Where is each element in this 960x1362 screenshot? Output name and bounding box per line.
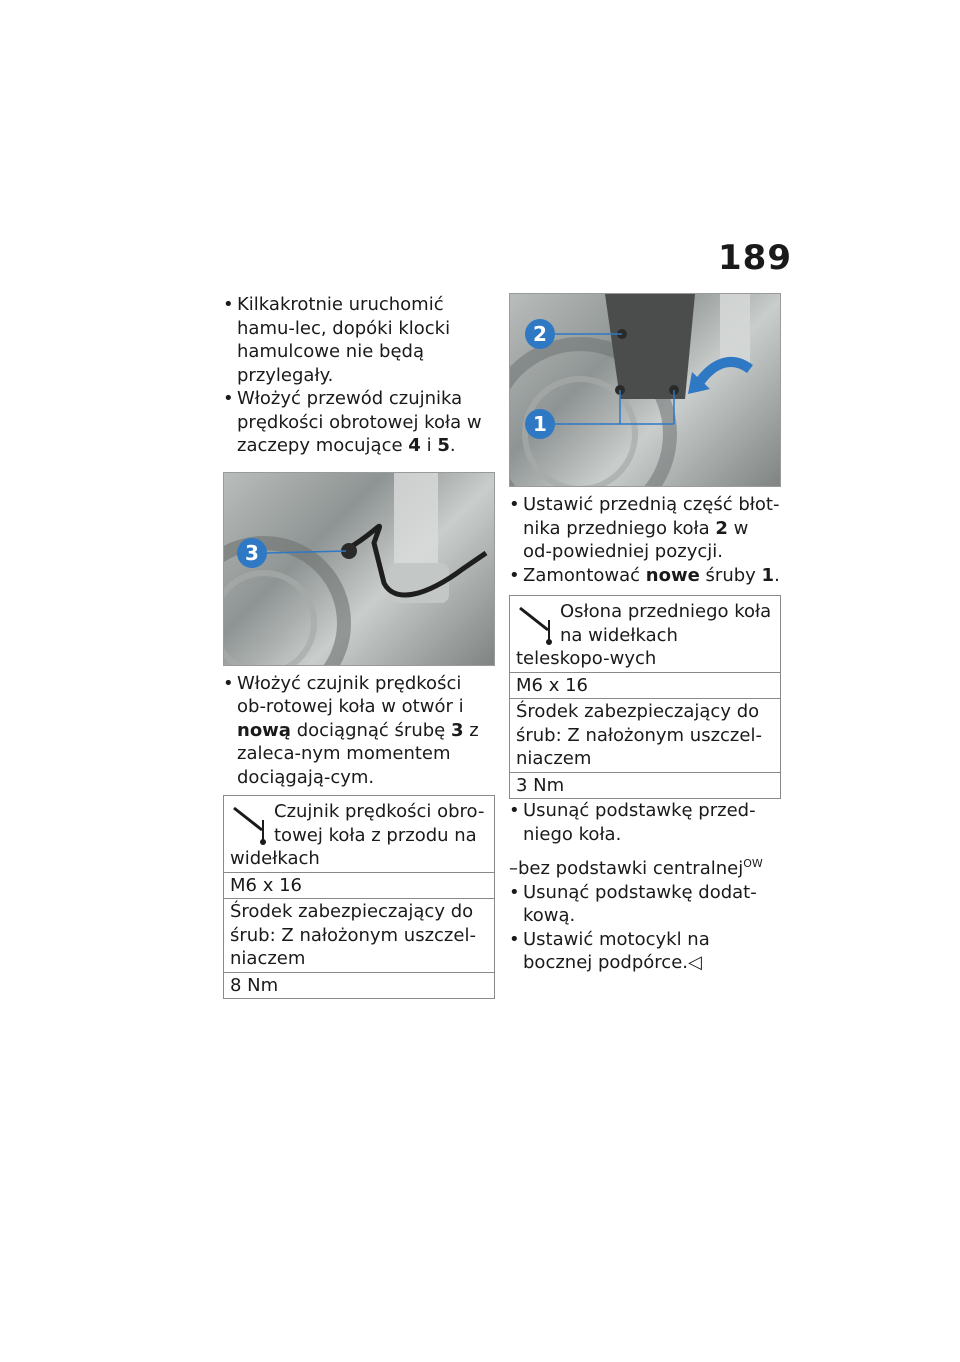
instruction-insert-sensor: • Włożyć czujnik prędkości ob-rotowej koła w otwór i nową dociągnąć śrubę 3 z zaleca-nym momentem dociągają-cym. — [223, 672, 495, 790]
instruction-position-mudguard: • Ustawić przednią część błot-nika przedniego koła 2 w od-powiedniej pozycji. — [509, 493, 781, 564]
instruction-insert-cable: • Włożyć przewód czujnika prędkości obrotowej koła w zaczepy mocujące 4 i 5. — [223, 387, 495, 458]
ref-4: 4 — [408, 435, 421, 456]
wrench-icon — [230, 800, 270, 846]
ref-1: 1 — [761, 564, 775, 586]
torque-table-agent: Środek zabezpieczający do śrub: Z nałożonym uszczel-niaczem — [224, 898, 494, 972]
torque-table-title: Osłona przedniego koła na widełkach teleskopo-wych — [516, 601, 772, 669]
torque-table-title-row — [510, 596, 780, 672]
torque-table-title-row — [224, 796, 494, 872]
callout-2-label: 2 — [533, 322, 547, 346]
page-number: 189 — [718, 238, 792, 278]
option-code: OW — [743, 857, 763, 870]
right-column — [509, 293, 781, 975]
instruction-install-screws: • Zamontować nowe śruby 1. — [509, 564, 781, 588]
left-column — [223, 293, 495, 999]
ref-3: 3 — [450, 719, 464, 741]
bold-new-screws: nowe — [645, 564, 700, 586]
photo-mudguard — [509, 293, 781, 487]
torque-table-agent: Środek zabezpieczający do śrub: Z nałożonym uszczel-niaczem — [510, 698, 780, 772]
wrench-icon — [516, 600, 556, 646]
instruction-pump-brake: • Kilkakrotnie uruchomić hamu-lec, dopóki klocki hamulcowe nie będą przylegały. — [223, 293, 495, 387]
instruction-remove-aux-stand: • Usunąć podstawkę dodat-kową. — [509, 881, 781, 928]
callout-1-label: 1 — [533, 412, 547, 436]
instruction-insert-cable-text: Włożyć przewód czujnika prędkości obrotowej koła w zaczepy mocujące — [237, 388, 482, 456]
callout-3-label: 3 — [245, 540, 259, 565]
ref-5: 5 — [437, 435, 450, 456]
ref-2: 2 — [715, 517, 728, 539]
end-mark-icon: ◁ — [688, 952, 702, 973]
instruction-side-stand: • Ustawić motocykl na bocznej podpórce.◁ — [509, 928, 781, 975]
bold-new: nową — [237, 719, 291, 741]
condition-no-center-stand: –bez podstawki centralnej$^{OW}$ — [509, 857, 763, 879]
torque-table-mudguard — [509, 595, 781, 799]
torque-table-value: 8 Nm — [224, 972, 494, 999]
torque-table-size: M6 x 16 — [510, 672, 780, 699]
photo-sensor-cable — [223, 472, 495, 666]
ref-and: i — [426, 435, 432, 456]
torque-table-title: Czujnik prędkości obro-towej koła z przodu na widełkach — [230, 801, 485, 869]
torque-table-sensor — [223, 795, 495, 999]
instruction-remove-front-stand: • Usunąć podstawkę przed-niego koła. — [509, 799, 781, 846]
torque-table-value: 3 Nm — [510, 772, 780, 799]
torque-table-size: M6 x 16 — [224, 872, 494, 899]
